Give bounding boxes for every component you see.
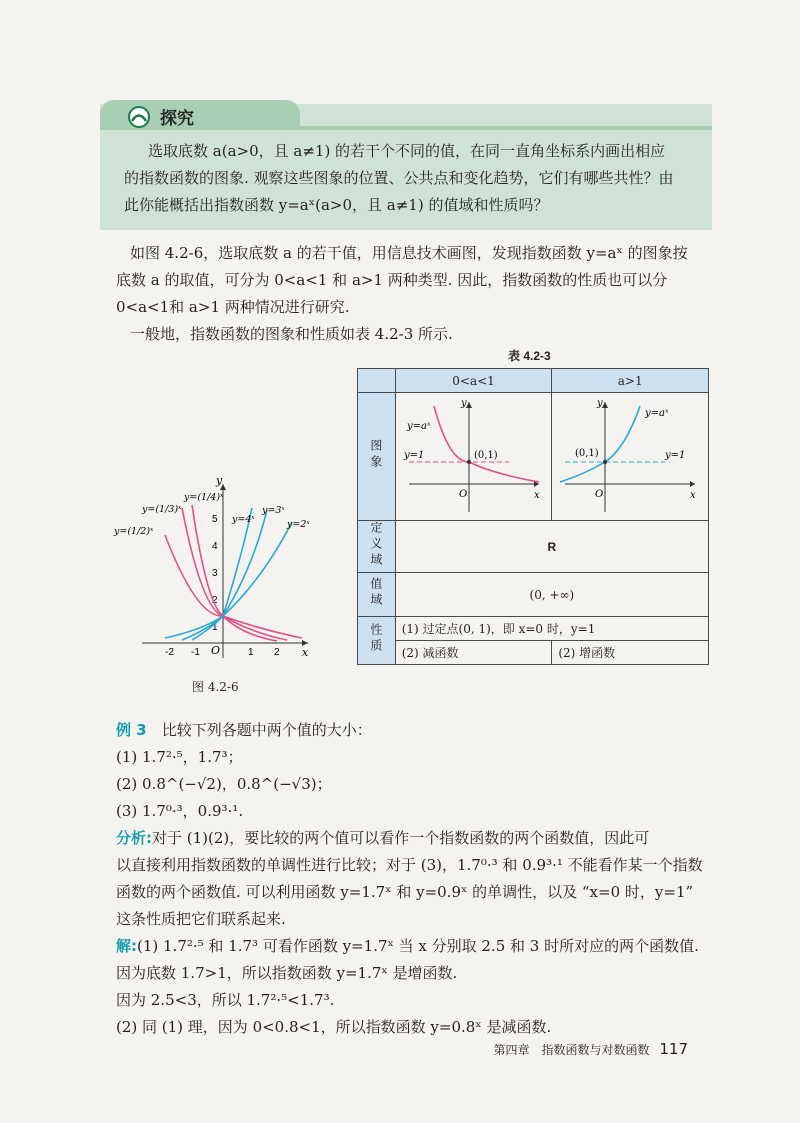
label-half: y=(1/2)ˣ <box>114 526 154 537</box>
text-line: (1) 1.7²·⁵ 和 1.7³ 可看作函数 y=1.7ˣ 当 x 分别取 2.5 和 3 时所对应的两个函数值. <box>137 937 699 955</box>
solution-label: 解: <box>116 937 137 955</box>
label-quarter: y=(1/4)ˣ <box>184 492 224 503</box>
explore-title: 探究 <box>160 109 194 129</box>
chapter-title: 第四章 指数函数与对数函数 <box>493 1043 650 1057</box>
svg-text:x: x <box>690 490 696 501</box>
svg-text:y=aˣ: y=aˣ <box>645 408 669 419</box>
axis-x-label: x <box>302 646 309 659</box>
text-line: 一般地，指数函数的图象和性质如表 4.2-3 所示. <box>130 325 453 343</box>
example-title: 比较下列各题中两个值的大小： <box>161 721 372 739</box>
svg-text:y: y <box>460 398 467 409</box>
page-footer <box>494 1040 688 1058</box>
ytick-label: 1 <box>212 622 218 633</box>
header-col1: 0<a<1 <box>395 369 552 393</box>
svg-text:(0,1): (0,1) <box>575 448 599 459</box>
label-third: y=(1/3)ˣ <box>142 504 182 515</box>
svg-text:O: O <box>458 489 467 500</box>
svg-text:y: y <box>597 398 603 409</box>
svg-text:(0,1): (0,1) <box>473 450 498 461</box>
question-2: (2) 0.8^(−√2)，0.8^(−√3)； <box>116 775 332 793</box>
explore-line: 选取底数 a(a>0，且 a≠1) 的若干个不同的值，在同一直角坐标系内画出相应 <box>148 142 666 160</box>
xtick-label: -2 <box>165 647 174 658</box>
analysis-label: 分析: <box>116 829 152 847</box>
label-3x: y=3ˣ <box>262 505 285 516</box>
ytick-label: 3 <box>212 568 218 579</box>
text-line: 对于 (1)(2)，要比较的两个值可以看作一个指数函数的两个函数值，因此可 <box>152 829 650 847</box>
row-label-range: 值域 <box>358 573 396 617</box>
xtick-label: 2 <box>274 647 280 658</box>
row-label-domain: 定义域 <box>358 521 396 573</box>
svg-text:y=1: y=1 <box>665 450 686 461</box>
text-line: 0<a<1和 a>1 两种情况进行研究. <box>116 298 350 316</box>
text-line: 如图 4.2-6，选取底数 a 的若干值，用信息技术画图，发现指数函数 y=aˣ 的图象按 <box>130 244 688 262</box>
header-col2: a>1 <box>552 369 709 393</box>
xtick-label: -1 <box>191 647 200 658</box>
origin-label: O <box>211 644 221 657</box>
svg-text:y=1: y=1 <box>403 450 424 461</box>
ytick-label: 2 <box>212 595 218 606</box>
explore-icon <box>128 106 150 128</box>
svg-text:O: O <box>595 489 604 500</box>
prop-2-increasing: (2) 增函数 <box>552 641 709 665</box>
table-caption: 表 4.2-3 <box>508 349 551 363</box>
figure-caption: 图 4.2-6 <box>192 680 239 694</box>
curve-3x <box>182 510 267 640</box>
text-line: 以直接利用指数函数的单调性进行比较；对于 (3)，1.7⁰·³ 和 0.9³·¹ 不能看作某一个指数 <box>116 856 703 874</box>
text-line: 因为 2.5<3，所以 1.7²·⁵<1.7³. <box>116 991 335 1009</box>
axis-y-label: y <box>216 474 223 487</box>
text-line: 底数 a 的取值，可分为 0<a<1 和 a>1 两种类型. 因此，指数函数的性质也可以分 <box>116 271 668 289</box>
text-line: (2) 同 (1) 理，因为 0<0.8<1，所以指数函数 y=0.8ˣ 是减函数. <box>116 1018 552 1036</box>
header-corner <box>358 369 396 393</box>
xtick-label: 1 <box>248 647 254 658</box>
example-3 <box>116 717 716 1041</box>
prop-1: (1) 过定点(0, 1)，即 x=0 时，y=1 <box>395 617 708 641</box>
paragraph-1 <box>116 240 716 348</box>
prop-2-decreasing: (2) 减函数 <box>395 641 552 665</box>
label-4x: y=4ˣ <box>232 514 255 525</box>
curve-4x <box>192 508 252 640</box>
row-label-prop: 性质 <box>358 617 396 665</box>
domain-value: R <box>395 521 708 573</box>
property-table <box>357 368 709 665</box>
question-1: (1) 1.7²·⁵，1.7³； <box>116 748 243 766</box>
row-label-graph: 图象 <box>358 393 396 521</box>
text-line: 函数的两个函数值. 可以利用函数 y=1.7ˣ 和 y=0.9ˣ 的单调性，以及 “x=0 时，y=1” <box>116 883 694 901</box>
explore-line: 的指数函数的图象. 观察这些图象的位置、公共点和变化趋势，它们有哪些共性？由 <box>124 169 674 187</box>
explore-text <box>124 138 696 219</box>
graph-increasing <box>552 393 709 521</box>
example-label: 例 3 <box>116 721 147 739</box>
exp-function-graph <box>112 470 332 660</box>
label-2x: y=2ˣ <box>287 519 310 530</box>
page-number: 117 <box>659 1040 688 1058</box>
graph-decreasing <box>395 393 552 521</box>
text-line: 这条性质把它们联系起来. <box>116 910 286 928</box>
range-value: (0, +∞) <box>395 573 708 617</box>
svg-text:x: x <box>533 490 540 501</box>
ytick-label: 5 <box>212 514 218 525</box>
text-line: 因为底数 1.7>1，所以指数函数 y=1.7ˣ 是增函数. <box>116 964 458 982</box>
question-3: (3) 1.7⁰·³，0.9³·¹. <box>116 802 244 820</box>
ytick-label: 4 <box>212 541 218 552</box>
svg-text:y=aˣ: y=aˣ <box>406 421 431 432</box>
explore-line: 此你能概括出指数函数 y=aˣ(a>0，且 a≠1) 的值域和性质吗？ <box>124 196 549 214</box>
